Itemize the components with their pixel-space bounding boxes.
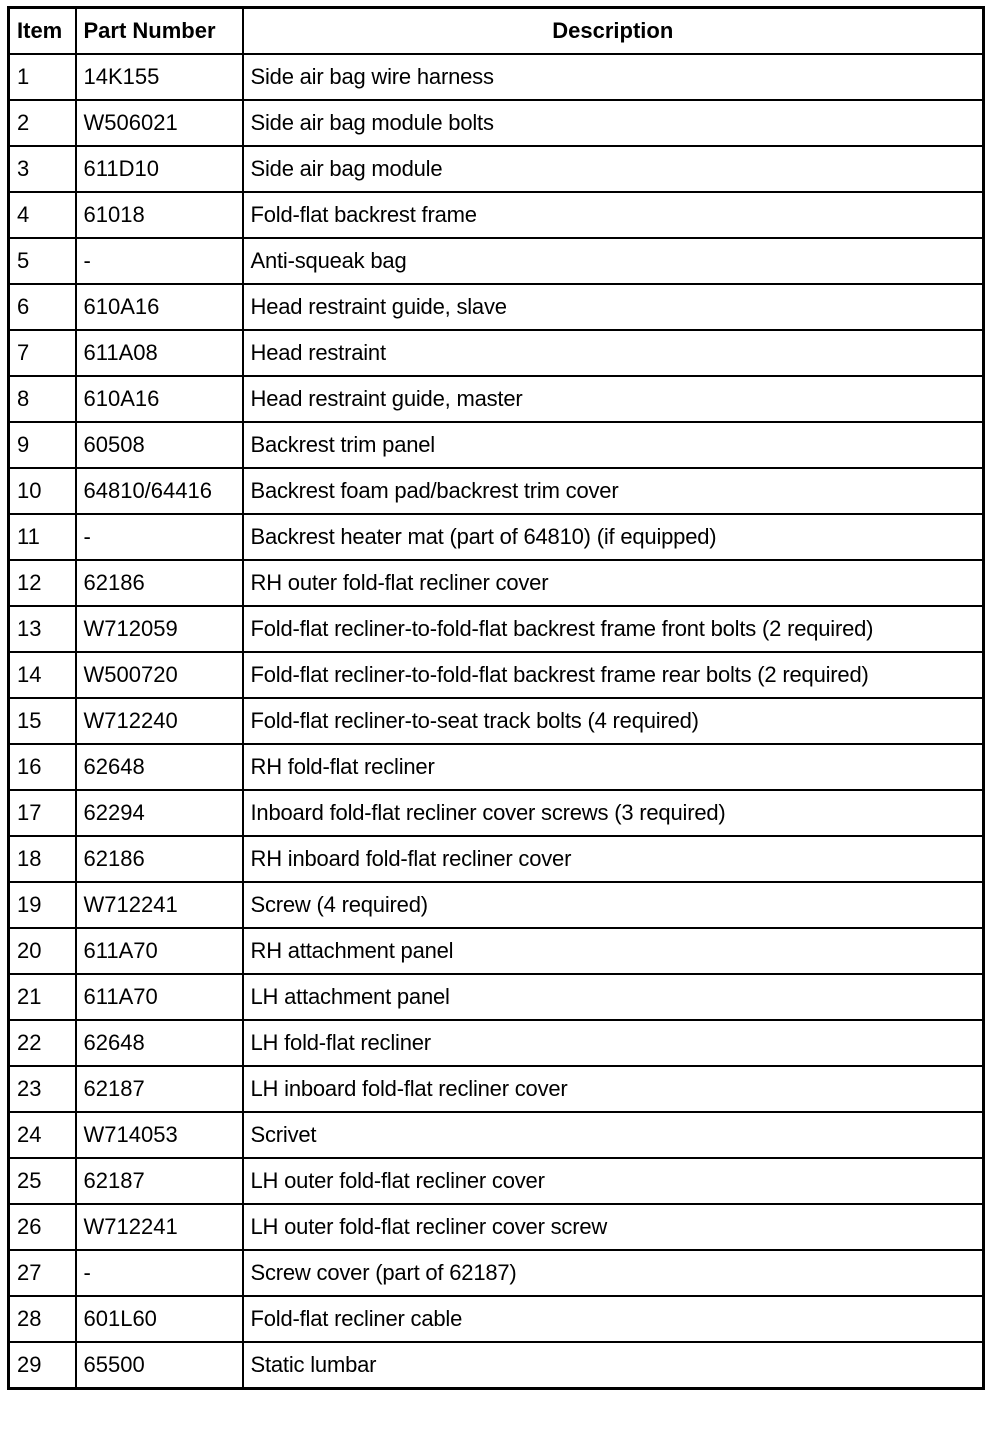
cell-description: Fold-flat recliner cable xyxy=(243,1296,984,1342)
cell-item: 4 xyxy=(9,192,76,238)
table-row xyxy=(9,1204,984,1250)
table-row xyxy=(9,192,984,238)
table-row xyxy=(9,652,984,698)
cell-description: Scrivet xyxy=(243,1112,984,1158)
cell-part-number: 65500 xyxy=(76,1342,243,1389)
cell-item: 26 xyxy=(9,1204,76,1250)
table-row xyxy=(9,330,984,376)
cell-part-number: 62187 xyxy=(76,1066,243,1112)
table-row xyxy=(9,468,984,514)
table-row xyxy=(9,1250,984,1296)
cell-description: LH outer fold-flat recliner cover xyxy=(243,1158,984,1204)
cell-item: 29 xyxy=(9,1342,76,1389)
cell-item: 13 xyxy=(9,606,76,652)
cell-description: Screw (4 required) xyxy=(243,882,984,928)
cell-item: 22 xyxy=(9,1020,76,1066)
table-row xyxy=(9,238,984,284)
cell-part-number: 62294 xyxy=(76,790,243,836)
cell-part-number: 60508 xyxy=(76,422,243,468)
cell-item: 6 xyxy=(9,284,76,330)
cell-item: 17 xyxy=(9,790,76,836)
table-row xyxy=(9,1112,984,1158)
table-row xyxy=(9,606,984,652)
cell-description: LH inboard fold-flat recliner cover xyxy=(243,1066,984,1112)
table-row xyxy=(9,1020,984,1066)
cell-description: RH attachment panel xyxy=(243,928,984,974)
cell-item: 15 xyxy=(9,698,76,744)
table-row xyxy=(9,54,984,100)
table-row xyxy=(9,422,984,468)
cell-item: 11 xyxy=(9,514,76,560)
cell-part-number: 601L60 xyxy=(76,1296,243,1342)
cell-item: 16 xyxy=(9,744,76,790)
table-row xyxy=(9,376,984,422)
cell-part-number: W712059 xyxy=(76,606,243,652)
cell-description: Side air bag module bolts xyxy=(243,100,984,146)
cell-description: RH outer fold-flat recliner cover xyxy=(243,560,984,606)
cell-description: Side air bag module xyxy=(243,146,984,192)
cell-description: Anti-squeak bag xyxy=(243,238,984,284)
cell-part-number: - xyxy=(76,514,243,560)
cell-part-number: 62648 xyxy=(76,1020,243,1066)
cell-part-number: 611A70 xyxy=(76,974,243,1020)
cell-item: 9 xyxy=(9,422,76,468)
cell-item: 24 xyxy=(9,1112,76,1158)
cell-part-number: W714053 xyxy=(76,1112,243,1158)
cell-description: Backrest heater mat (part of 64810) (if equipped) xyxy=(243,514,984,560)
cell-item: 1 xyxy=(9,54,76,100)
cell-part-number: 62186 xyxy=(76,560,243,606)
cell-part-number: - xyxy=(76,1250,243,1296)
header-item: Item xyxy=(9,8,76,55)
table-header-row xyxy=(9,8,984,55)
cell-description: Static lumbar xyxy=(243,1342,984,1389)
cell-item: 25 xyxy=(9,1158,76,1204)
cell-description: RH fold-flat recliner xyxy=(243,744,984,790)
cell-item: 27 xyxy=(9,1250,76,1296)
cell-part-number: 611D10 xyxy=(76,146,243,192)
table-row xyxy=(9,1296,984,1342)
table-row xyxy=(9,560,984,606)
cell-description: Backrest foam pad/backrest trim cover xyxy=(243,468,984,514)
cell-description: Screw cover (part of 62187) xyxy=(243,1250,984,1296)
cell-part-number: 62187 xyxy=(76,1158,243,1204)
table-row xyxy=(9,974,984,1020)
cell-part-number: W712241 xyxy=(76,882,243,928)
table-row xyxy=(9,790,984,836)
table-row xyxy=(9,1158,984,1204)
cell-part-number: 62648 xyxy=(76,744,243,790)
cell-item: 5 xyxy=(9,238,76,284)
cell-description: Backrest trim panel xyxy=(243,422,984,468)
cell-description: Fold-flat recliner-to-fold-flat backrest frame rear bolts (2 required) xyxy=(243,652,984,698)
cell-item: 8 xyxy=(9,376,76,422)
cell-part-number: 62186 xyxy=(76,836,243,882)
table-row xyxy=(9,1342,984,1389)
cell-item: 19 xyxy=(9,882,76,928)
cell-description: Inboard fold-flat recliner cover screws (3 required) xyxy=(243,790,984,836)
cell-description: LH attachment panel xyxy=(243,974,984,1020)
cell-item: 2 xyxy=(9,100,76,146)
table-body xyxy=(9,54,984,1389)
cell-item: 10 xyxy=(9,468,76,514)
cell-part-number: 610A16 xyxy=(76,284,243,330)
header-part-number: Part Number xyxy=(76,8,243,55)
cell-description: Head restraint guide, slave xyxy=(243,284,984,330)
cell-description: Fold-flat backrest frame xyxy=(243,192,984,238)
cell-part-number: W712240 xyxy=(76,698,243,744)
cell-part-number: - xyxy=(76,238,243,284)
cell-item: 12 xyxy=(9,560,76,606)
cell-description: LH fold-flat recliner xyxy=(243,1020,984,1066)
cell-item: 20 xyxy=(9,928,76,974)
cell-description: Head restraint guide, master xyxy=(243,376,984,422)
table-row xyxy=(9,744,984,790)
cell-description: Head restraint xyxy=(243,330,984,376)
cell-item: 7 xyxy=(9,330,76,376)
table-row xyxy=(9,1066,984,1112)
cell-description: LH outer fold-flat recliner cover screw xyxy=(243,1204,984,1250)
table-row xyxy=(9,928,984,974)
table-row xyxy=(9,100,984,146)
cell-part-number: 610A16 xyxy=(76,376,243,422)
header-description: Description xyxy=(243,8,984,55)
cell-description: Fold-flat recliner-to-fold-flat backrest frame front bolts (2 required) xyxy=(243,606,984,652)
cell-part-number: W506021 xyxy=(76,100,243,146)
cell-part-number: 61018 xyxy=(76,192,243,238)
table-row xyxy=(9,836,984,882)
cell-part-number: W712241 xyxy=(76,1204,243,1250)
cell-item: 28 xyxy=(9,1296,76,1342)
cell-description: RH inboard fold-flat recliner cover xyxy=(243,836,984,882)
cell-part-number: W500720 xyxy=(76,652,243,698)
cell-part-number: 14K155 xyxy=(76,54,243,100)
parts-table xyxy=(7,6,985,1390)
cell-item: 23 xyxy=(9,1066,76,1112)
cell-item: 14 xyxy=(9,652,76,698)
cell-item: 18 xyxy=(9,836,76,882)
cell-part-number: 611A70 xyxy=(76,928,243,974)
table-row xyxy=(9,882,984,928)
table-row xyxy=(9,146,984,192)
cell-part-number: 64810/64416 xyxy=(76,468,243,514)
cell-description: Side air bag wire harness xyxy=(243,54,984,100)
cell-part-number: 611A08 xyxy=(76,330,243,376)
cell-item: 3 xyxy=(9,146,76,192)
table-row xyxy=(9,514,984,560)
cell-item: 21 xyxy=(9,974,76,1020)
table-row xyxy=(9,698,984,744)
table-row xyxy=(9,284,984,330)
cell-description: Fold-flat recliner-to-seat track bolts (4 required) xyxy=(243,698,984,744)
